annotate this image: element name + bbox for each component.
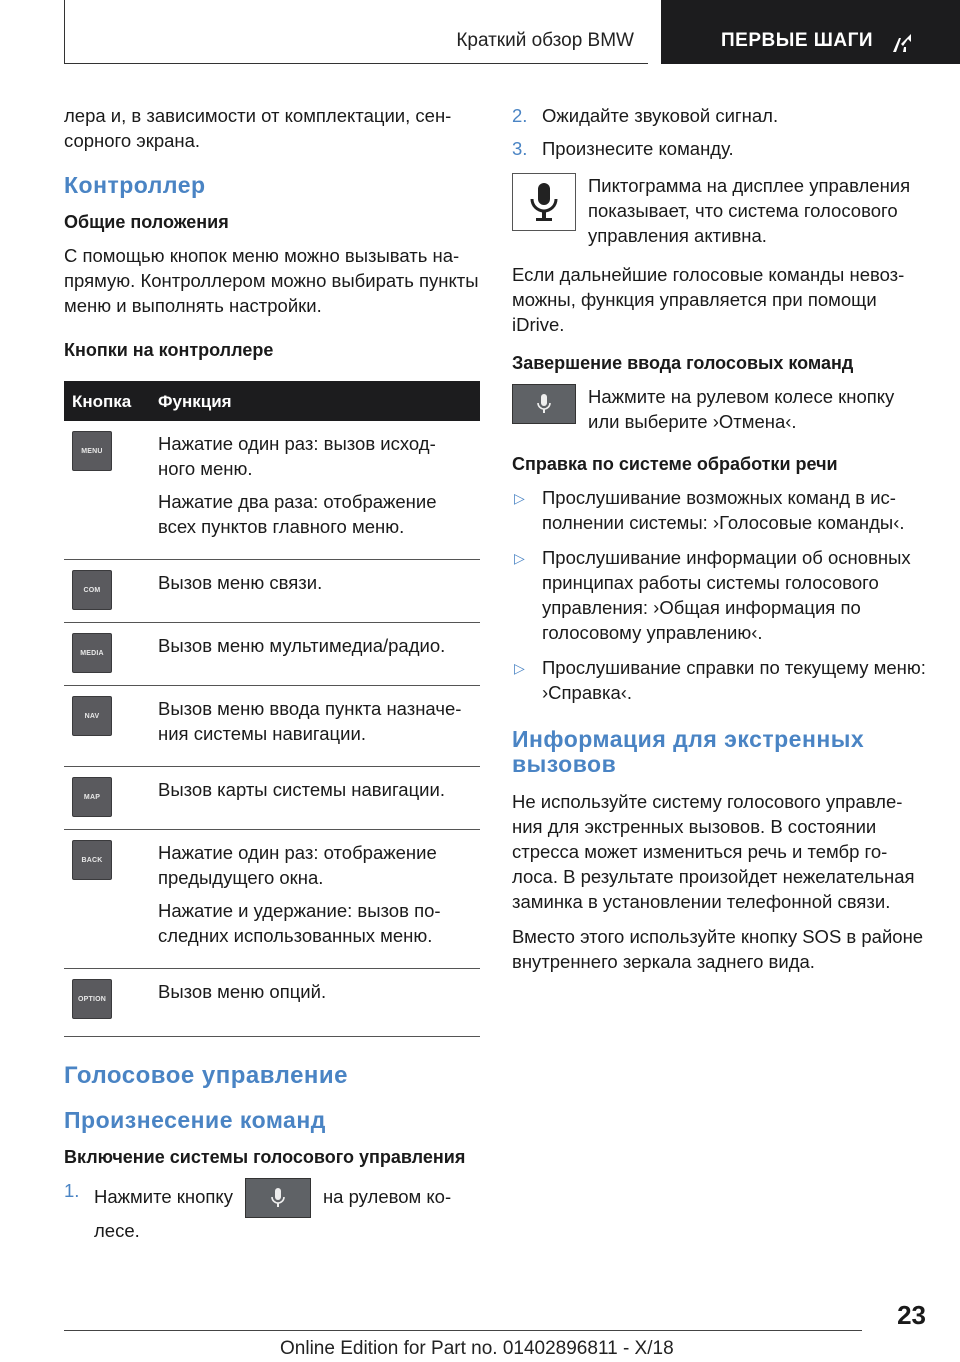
steps-list-continued [512, 103, 928, 161]
general-text: С помощью кнопок меню можно вызывать на-прямую. Контроллером можно выбирать пункты меню и выполнять настройки. [64, 245, 479, 316]
media-button-icon: MEDIA [72, 633, 112, 673]
emergency-heading: Информация для экстренных вызовов [512, 726, 865, 777]
com-button-icon: COM [72, 570, 112, 610]
left-column [64, 103, 480, 1251]
edition-text: Online Edition for Part no. 01402896811 - X/18 [280, 1338, 674, 1359]
list-item: ▷ Прослушивание возможных команд в ис-полнении системы: ›Голосовые команды‹. [514, 487, 905, 533]
table-header-row [64, 381, 480, 421]
function-text: Вызов меню мультимедиа/радио. [158, 635, 446, 656]
table-row [64, 421, 480, 560]
help-list [512, 485, 928, 705]
nav-button-icon: NAV [72, 696, 112, 736]
controller-heading: Контроллер [64, 172, 206, 198]
function-text: Вызов меню опций. [158, 981, 327, 1002]
pictogram-note [512, 173, 928, 248]
intro-text: лера и, в зависимости от комплектации, сен-сорного экрана. [64, 105, 452, 151]
triangle-bullet-icon: ▷ [514, 490, 525, 506]
table-row [64, 623, 480, 686]
table-row [64, 686, 480, 767]
step1-text-end: на рулевом ко-лесе. [94, 1185, 452, 1241]
enable-heading: Включение системы голосового управления [64, 1147, 466, 1167]
road-arrow-icon [889, 30, 915, 56]
end-input-heading: Завершение ввода голосовых команд [512, 353, 854, 373]
header-left-box [64, 0, 648, 64]
emergency-text: Не используйте систему голосового управле-ния для экстренных вызовов. В состоянии стресса может измениться речь и тембр го-лоса. В результате произойдет нежелательная заминка в установлении телефонной связи. [512, 791, 915, 912]
function-text: Нажатие один раз: отображение предыдущего окна. [158, 842, 437, 888]
triangle-bullet-icon: ▷ [514, 660, 525, 676]
function-text: Вызов меню ввода пункта назначе-ния системы навигации. [158, 698, 462, 744]
function-text: Нажатие два раза: отображение всех пунктов главного меню. [158, 491, 437, 537]
table-header-function: Функция [150, 381, 480, 421]
further-text: Если дальнейшие голосовые команды невоз-можны, функция управляется при помощи iDrive. [512, 264, 905, 335]
voice-button-icon [245, 1178, 311, 1218]
steps-list [64, 1178, 480, 1243]
end-input-text: Нажмите на рулевом колесе кнопку или выберите ›Отмена‹. [588, 386, 895, 432]
list-item: 1. Нажмите кнопку на рулевом ко-лесе. [64, 1180, 452, 1241]
microphone-icon [512, 173, 576, 231]
commands-heading: Произнесение команд [64, 1107, 326, 1133]
pictogram-text: Пиктограмма на дисплее управления показывает, что система голосового управления активна. [588, 175, 911, 246]
function-text: Нажатие один раз: вызов исход-ного меню. [158, 433, 436, 479]
function-text: Вызов меню связи. [158, 572, 323, 593]
end-input-note [512, 384, 928, 434]
header-chapter-title: ПЕРВЫЕ ШАГИ [721, 30, 874, 51]
header-chapter-box [661, 0, 960, 64]
option-button-icon: OPTION [72, 979, 112, 1019]
buttons-heading: Кнопки на контроллере [64, 340, 274, 360]
function-text: Вызов карты системы навигации. [158, 779, 445, 800]
triangle-bullet-icon: ▷ [514, 550, 525, 566]
menu-button-icon: MENU [72, 431, 112, 471]
list-item: ▷ Прослушивание справки по текущему меню: ›Справка‹. [514, 657, 926, 703]
voice-button-icon [512, 384, 576, 424]
footer-divider [64, 1330, 862, 1331]
help-heading: Справка по системе обработки речи [512, 454, 838, 474]
right-column [512, 103, 928, 984]
step1-text: Нажмите кнопку [94, 1185, 233, 1207]
general-heading: Общие положения [64, 212, 229, 232]
table-row [64, 830, 480, 969]
page-number: 23 [897, 1300, 926, 1330]
sos-text: Вместо этого используйте кнопку SOS в районе внутреннего зеркала заднего вида. [512, 926, 924, 972]
list-item: 3. Произнесите команду. [512, 138, 734, 159]
back-button-icon: BACK [72, 840, 112, 880]
map-button-icon: MAP [72, 777, 112, 817]
table-header-button: Кнопка [64, 381, 150, 421]
controller-buttons-table [64, 381, 480, 1037]
list-item: ▷ Прослушивание информации об основных принципах работы системы голосового управления: ›Общая информация по голосовому управлению‹. [514, 547, 911, 643]
header-section-title: Краткий обзор BMW [456, 30, 634, 51]
list-item: 2. Ожидайте звуковой сигнал. [512, 105, 779, 126]
voice-control-heading: Голосовое управление [64, 1062, 349, 1089]
table-row [64, 560, 480, 623]
function-text: Нажатие и удержание: вызов по-следних использованных меню. [158, 900, 441, 946]
table-row [64, 767, 480, 830]
table-row [64, 969, 480, 1037]
